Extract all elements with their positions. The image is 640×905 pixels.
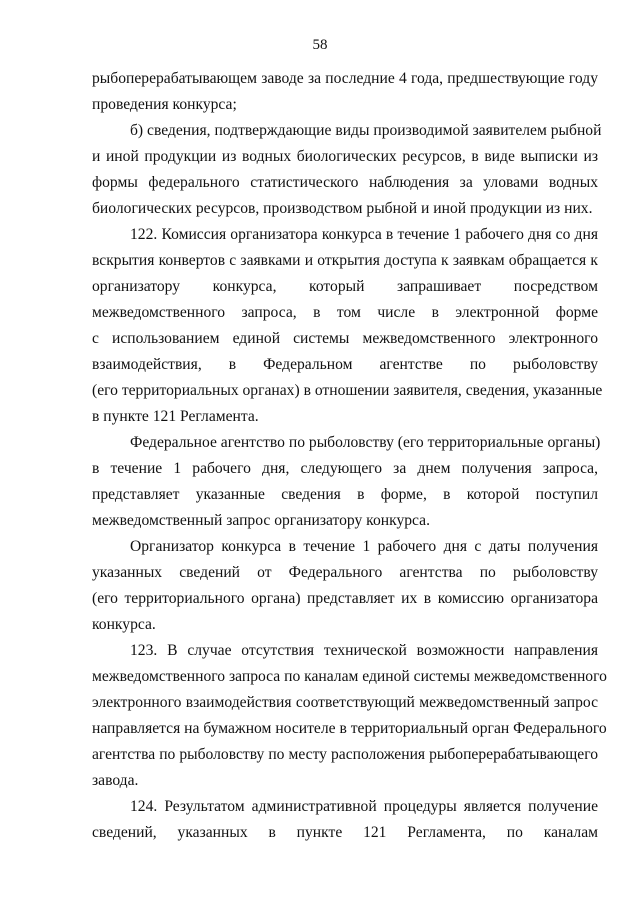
- document-body: [92, 66, 607, 846]
- text-line: (его территориальных органах) в отношении заявителя, сведения, указанные: [92, 382, 603, 399]
- text-line: 123. В случае отсутствия технической возможности направления: [130, 642, 598, 659]
- text-line: б) сведения, подтверждающие виды производимой заявителем рыбной: [130, 122, 602, 139]
- text-line: агентства по рыболовству по месту расположения рыбоперерабатывающего: [92, 746, 598, 763]
- text-line: межведомственный запрос организатору конкурса.: [92, 512, 430, 529]
- text-line: межведомственного запроса, в том числе в электронной форме: [92, 304, 598, 321]
- text-line: межведомственного запроса по каналам единой системы межведомственного: [92, 668, 607, 685]
- paragraph: [92, 430, 601, 534]
- text-line: организатору конкурса, который запрашивает посредством: [92, 278, 598, 295]
- paragraph: [92, 534, 598, 638]
- text-line: направляется на бумажном носителе в территориальный орган Федерального: [92, 720, 607, 737]
- paragraph: [92, 222, 603, 430]
- text-line: электронного взаимодействия соответствующий межведомственный запрос: [92, 694, 598, 711]
- text-line: в течение 1 рабочего дня, следующего за днем получения запроса,: [92, 460, 598, 477]
- text-line: рыбоперерабатывающем заводе за последние 4 года, предшествующие году: [92, 70, 598, 87]
- text-line: 124. Результатом административной процедуры является получение: [130, 798, 598, 815]
- text-line: (его территориального органа) представляет их в комиссию организатора: [92, 590, 598, 607]
- text-line: и иной продукции из водных биологических ресурсов, в виде выписки из: [92, 148, 598, 165]
- text-line: 122. Комиссия организатора конкурса в течение 1 рабочего дня со дня: [130, 226, 598, 243]
- text-line: взаимодействия, в Федеральном агентстве по рыболовству: [92, 356, 598, 373]
- text-line: конкурса.: [92, 616, 156, 633]
- text-line: в пункте 121 Регламента.: [92, 408, 259, 425]
- paragraph: [92, 638, 607, 794]
- paragraph: [92, 794, 598, 846]
- page-number: 58: [312, 37, 328, 53]
- text-line: представляет указанные сведения в форме, в которой поступил: [92, 486, 598, 503]
- text-line: Организатор конкурса в течение 1 рабочего дня с даты получения: [130, 538, 598, 555]
- text-line: вскрытия конвертов с заявками и открытия доступа к заявкам обращается к: [92, 252, 598, 269]
- paragraph: [92, 118, 602, 222]
- text-line: указанных сведений от Федерального агентства по рыболовству: [92, 564, 598, 581]
- text-line: формы федерального статистического наблюдения за уловами водных: [92, 174, 598, 191]
- text-line: проведения конкурса;: [92, 96, 237, 113]
- text-line: Федеральное агентство по рыболовству (его территориальные органы): [130, 434, 601, 451]
- text-line: завода.: [92, 772, 139, 789]
- text-line: сведений, указанных в пункте 121 Регламента, по каналам: [92, 824, 598, 841]
- text-line: с использованием единой системы межведомственного электронного: [92, 330, 598, 347]
- paragraph: [92, 66, 598, 118]
- text-line: биологических ресурсов, производством рыбной и иной продукции из них.: [92, 200, 593, 217]
